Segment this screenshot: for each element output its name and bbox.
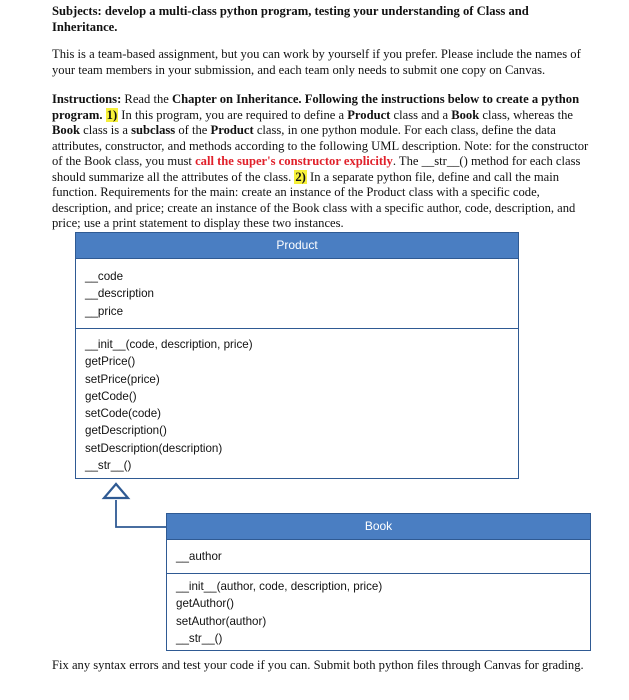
chapter-bold: Chapter on Inheritance. Following the instructions below to create a python program. [52, 92, 580, 122]
footer-paragraph: Fix any syntax errors and test your code if you can. Submit both python files through Canvas for grading. [52, 658, 584, 672]
book-attributes [167, 540, 590, 574]
instr-text: Read the [121, 92, 172, 106]
instr-text: of the [175, 123, 211, 137]
instr-text: class and a [390, 107, 452, 122]
book-bold: Book [52, 123, 80, 137]
instructions-label: Instructions: [52, 92, 122, 106]
attribute: __author [176, 550, 222, 563]
instr-text: In a separate python file, define and call the main function. Requirements for the main: create an instance of the Product class with a specific code, description, and price; create an instance of the Book class with a specific author, code, description, and price; use a print statement to display these two instances. [52, 169, 576, 230]
product-bold: Product [347, 107, 391, 122]
method: getPrice() [85, 355, 136, 369]
inheritance-connector [116, 500, 166, 527]
step2-marker: 2) [295, 169, 306, 184]
attribute: __code [85, 270, 124, 283]
step1-marker: 1) [106, 107, 118, 122]
method: getDescription() [85, 424, 167, 438]
method: __init__(author, code, description, price) [176, 580, 383, 593]
instr-text: In this program, you are required to define a [118, 107, 348, 122]
subclass-bold: subclass [131, 123, 176, 137]
attribute: __description [85, 287, 154, 301]
attribute: __price [85, 304, 124, 318]
inheritance-arrowhead [104, 484, 128, 498]
instr-text: . [392, 154, 396, 168]
book-class-name: Book [167, 514, 590, 540]
product-class-name: Product [76, 233, 518, 259]
book-bold: Book [451, 107, 480, 122]
instr-text: class, whereas the [479, 107, 573, 122]
method: getCode() [85, 389, 137, 403]
instr-text: class is a [80, 123, 132, 137]
book-class-box [166, 513, 591, 651]
method: __str__() [85, 459, 132, 473]
method: setCode(code) [85, 407, 162, 421]
instr-text: The __str__() method for each class should summarize all the attributes of the class. [52, 154, 581, 184]
method: __init__(code, description, price) [85, 338, 253, 351]
book-methods [167, 574, 590, 647]
method: setDescription(description) [85, 441, 223, 455]
team-paragraph: This is a team-based assignment, but you can work by yourself if you prefer. Please include the names of your team members in your submission, and each team only needs to submit one copy on Canvas. [52, 47, 581, 77]
instr-text: class, in one python module. For each class, define the data attributes, constructor, and methods according to the following UML description. Note: for the constructor of the Book class, you must [52, 123, 589, 168]
subjects-heading: Subjects: develop a multi-class python program, testing your understanding of Class and Inheritance. [52, 4, 529, 34]
red-emphasis: call the super's constructor explicitly [195, 154, 393, 168]
method: getAuthor() [176, 597, 234, 611]
method: setAuthor(author) [176, 614, 267, 628]
method: setPrice(price) [85, 372, 160, 386]
method: __str__() [176, 631, 223, 645]
product-bold: Product [210, 123, 254, 137]
